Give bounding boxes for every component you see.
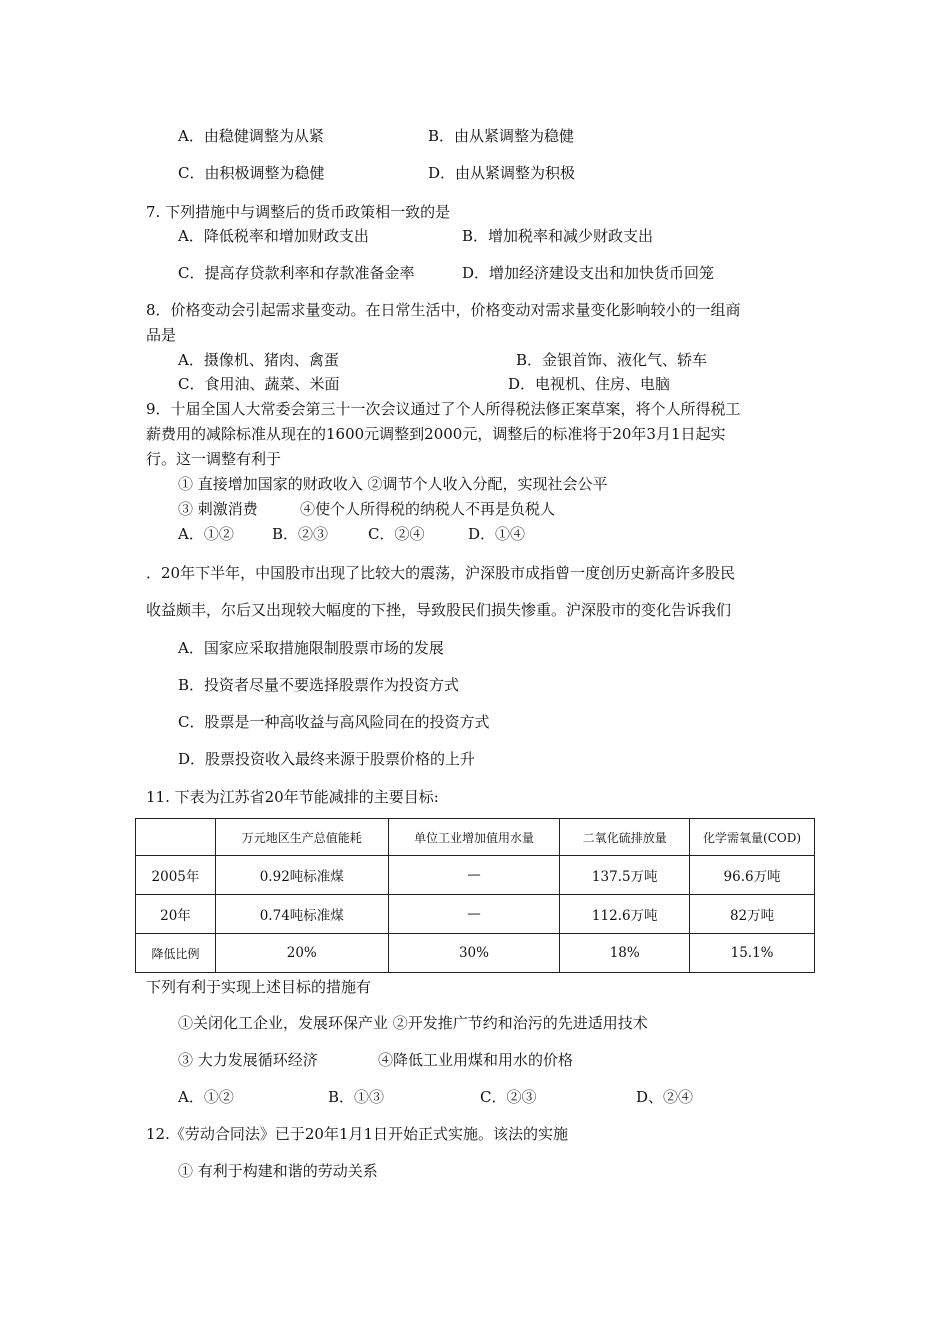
q9-item-4: ④使个人所得税的纳税人不再是负税人: [300, 500, 556, 518]
table-cell: 2005年: [136, 856, 216, 895]
q12-stem: 12.《劳动合同法》已于20年1月1日开始正式实施。该法的实施: [146, 1125, 569, 1143]
table-header-cell: 万元地区生产总值能耗: [215, 819, 388, 856]
table-header-cell: 化学需氧量(COD): [690, 819, 815, 856]
q9-item-3: ③ 刺激消费: [178, 500, 258, 518]
q9-items-line1: ① 直接增加国家的财政收入 ②调节个人收入分配，实现社会公平: [178, 475, 608, 493]
table-header-cell: 单位工业增加值用水量: [388, 819, 560, 856]
q11-option-c: C．②③: [480, 1088, 537, 1106]
table-row: [136, 895, 815, 934]
table-cell: 30%: [388, 934, 560, 973]
q7-stem: 7. 下列措施中与调整后的货币政策相一致的是: [146, 203, 451, 221]
table-cell: 82万吨: [690, 895, 815, 934]
table-cell: 137.5万吨: [560, 856, 690, 895]
q7-option-b: B．增加税率和减少财政支出: [462, 227, 654, 245]
q12-item-1: ① 有利于构建和谐的劳动关系: [178, 1162, 378, 1180]
q11-stem: 11. 下表为江苏省20年节能减排的主要目标:: [146, 788, 439, 806]
q10-stem-line1: ．20年下半年，中国股市出现了比较大的震荡，沪深股市成指曾一度创历史新高许多股民: [146, 564, 736, 582]
q10-option-d: D．股票投资收入最终来源于股票价格的上升: [178, 750, 476, 768]
q10-stem-line2: 收益颇丰，尔后又出现较大幅度的下挫，导致股民们损失惨重。沪深股市的变化告诉我们: [146, 601, 732, 619]
q7-option-c: C．提高存贷款利率和存款准备金率: [178, 264, 415, 282]
q9-stem-line1: 9．十届全国人大常委会第三十一次会议通过了个人所得税法修正案草案，将个人所得税工: [146, 400, 741, 418]
q9-option-b: B．②③: [272, 525, 329, 543]
table-cell: 20年: [136, 895, 216, 934]
q8-option-b: B．金银首饰、液化气、轿车: [516, 351, 708, 369]
q6-option-c: C．由积极调整为稳健: [178, 164, 325, 182]
q11-option-a: A．①②: [178, 1088, 234, 1106]
q9-option-c: C．②④: [368, 525, 425, 543]
q9-option-d: D．①④: [468, 525, 526, 543]
table-cell: 20%: [215, 934, 388, 973]
q11-option-b: B．①③: [328, 1088, 385, 1106]
q11-item-3: ③ 大力发展循环经济: [178, 1051, 318, 1069]
q11-item-4: ④降低工业用煤和用水的价格: [378, 1051, 574, 1069]
table-cell: 0.92吨标准煤: [215, 856, 388, 895]
table-header-cell: [136, 819, 216, 856]
q8-option-a: A．摄像机、猪肉、禽蛋: [178, 351, 339, 369]
q9-stem-line2: 薪费用的减除标准从现在的1600元调整到2000元，调整后的标准将于20年3月1日起实: [146, 425, 726, 443]
table-cell: —: [388, 895, 560, 934]
table-cell: 降低比例: [136, 934, 216, 973]
table-cell: —: [388, 856, 560, 895]
energy-targets-table: [135, 818, 815, 973]
q8-option-d: D．电视机、住房、电脑: [508, 375, 671, 393]
q9-stem-line3: 行。这一调整有利于: [146, 450, 282, 468]
q10-option-c: C．股票是一种高收益与高风险同在的投资方式: [178, 713, 490, 731]
q8-stem-line2: 品是: [146, 326, 177, 344]
q8-stem-line1: 8．价格变动会引起需求量变动。在日常生活中，价格变动对需求量变化影响较小的一组商: [146, 301, 741, 319]
q7-option-d: D．增加经济建设支出和加快货币回笼: [462, 264, 715, 282]
table-row: [136, 934, 815, 973]
q6-option-b: B．由从紧调整为稳健: [428, 127, 575, 145]
q6-option-a: A．由稳健调整为从紧: [178, 127, 324, 145]
table-cell: 0.74吨标准煤: [215, 895, 388, 934]
q10-option-a: A．国家应采取措施限制股票市场的发展: [178, 639, 444, 657]
q11-option-d: D、②④: [636, 1088, 694, 1106]
q8-option-c: C．食用油、蔬菜、米面: [178, 375, 340, 393]
table-cell: 112.6万吨: [560, 895, 690, 934]
q11-items-line1: ①关闭化工企业，发展环保产业 ②开发推广节约和治污的先进适用技术: [178, 1014, 648, 1032]
q6-option-d: D．由从紧调整为积极: [428, 164, 576, 182]
q11-prompt: 下列有利于实现上述目标的措施有: [146, 978, 372, 996]
table-header-cell: 二氧化硫排放量: [560, 819, 690, 856]
table-cell: 15.1%: [690, 934, 815, 973]
table-header-row: [136, 819, 815, 856]
q10-option-b: B．投资者尽量不要选择股票作为投资方式: [178, 676, 460, 694]
table-cell: 96.6万吨: [690, 856, 815, 895]
table-row: [136, 856, 815, 895]
q7-option-a: A．降低税率和增加财政支出: [178, 227, 369, 245]
table-cell: 18%: [560, 934, 690, 973]
q9-option-a: A．①②: [178, 525, 234, 543]
